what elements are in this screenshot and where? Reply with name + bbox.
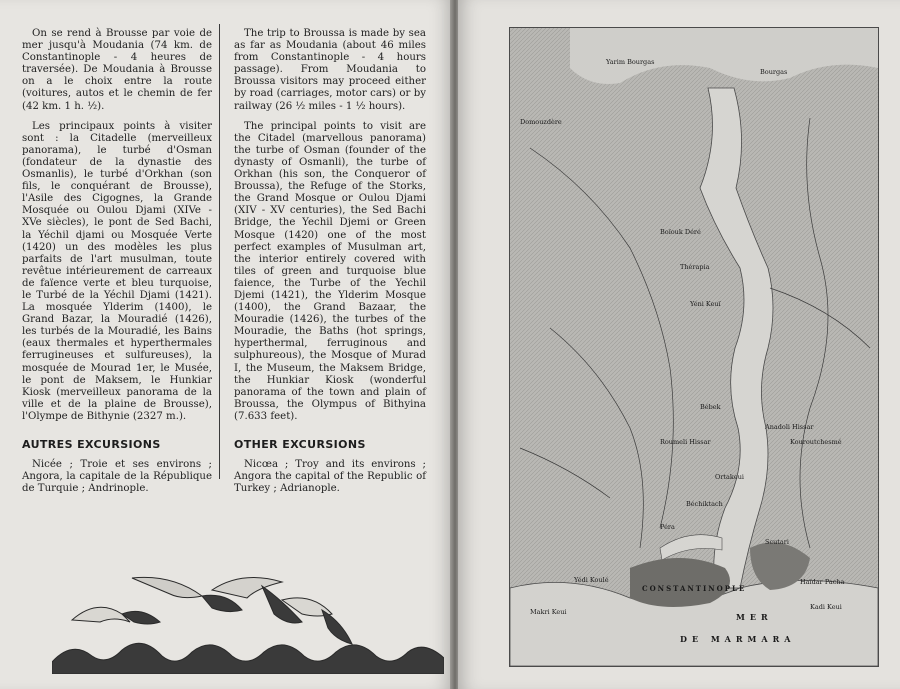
map-label: Domouzdère [520,118,562,126]
map-label: Bourgas [760,68,788,76]
map-label: Bébek [700,403,721,411]
map-label: Scutari [765,538,789,546]
french-excursions-heading: AUTRES EXCURSIONS [22,438,161,451]
map-label: Yédi Koulé [574,576,609,584]
column-divider [219,24,220,479]
map-terrain [510,28,878,666]
english-excursions-heading: OTHER EXCURSIONS [234,438,366,451]
map-label: Péra [660,523,675,531]
map-label: Haïdar Pacha [800,578,845,586]
map-label: Béchiktach [686,500,723,508]
map-label: Yarim Bourgas [606,58,655,66]
english-paragraph-2: The principal points to visit are the Citadel (marvellous panorama) the turbe of Osman (founder of the dynasty of Osmanli), the turbe of Orkhan (his son, the Conqueror of Broussa), the Refuge of the Storks, the Grand Mosque or Oulou Djami (XIV - XV centuries), the Sed Bachi Bridge, the Yechil Djemi or Green Mosque (1420) one of the most perfect examples of Musulman art, the interior entirely covered with tiles of green and turquoise blue faience, the Turbe of the Yechil Djemi (1421), the Ylderim Mosque (1400), the Grand Bazaar, the Mouradie (1426), the turbes of the Mouradie, the Baths (hot springs, hyperthermal, ferruginous and sulphureous), the Mosque of Murad I, the Museum, the Maksem Bridge, the Hunkiar Kiosk (wonderful panorama of the town and plain of Broussa, the Olympus of Bithyina (7.633 feet). [234,120,426,422]
english-paragraph-1: The trip to Broussa is made by sea as far as Moudania (about 46 miles from Constantinople - 4 hours passage). From Moudania to Broussa visitors may proceed either by road (carriages, motor cars) or by railway (26 ½ miles - 1 ½ hours). [234,28,426,112]
seagulls-waves-illustration [52,570,444,674]
map-label: Anadoli Hissar [765,423,814,431]
map-label: Kadi Keui [810,603,842,611]
map-label: Makri Keui [530,608,567,616]
map-label: Ortakeui [715,473,744,481]
map-label: Boïouk Déré [660,228,701,236]
french-excursions-text: Nicée ; Troie et ses environs ; Angora, la capitale de la République de Turquie ; Andrinople. [22,459,212,495]
english-column [234,28,426,495]
french-column [22,28,212,495]
map-city-label: CONSTANTINOPLE [642,584,747,593]
french-paragraph-2: Les principaux points à visiter sont : la Citadelle (merveilleux panorama), le turbé d'Osman (fondateur de la dynastie des Osmanlis), le turbé d'Orkhan (son fils, le conquérant de Brousse), l'Asile des Cigognes, la Grande Mosquée ou Oulou Djami (XIVe - XVe siècles), le pont de Sed Bachi, la Yéchil djami ou Mosquée Verte (1420) un des modèles les plus parfaits de l'art musulman, toute revêtue intérieurement de carreaux de faïence verte et bleu turquoise, le Turbé de la Yéchil Djami (1421). La mosquée Ylderim (1400), le Grand Bazar, la Mouradié (1426), les turbés de la Mouradié, les Bains (eaux thermales et hyperthermales ferrugineuses et sulfureuses), la mosquée de Mourad 1er, le Musée, le pont de Maksem, le Hunkiar Kiosk (merveilleux panorama de la ville et de la plaine de Brousse), l'Olympe de Bithynie (2327 m.). [22,120,212,422]
map-sea-label: DE MARMARA [680,634,796,644]
map-label: Thérapia [680,263,710,271]
map-sea-label: MER [736,612,773,622]
map-label: Yéni Keuï [690,300,721,308]
map-label: Kouroutchesmé [790,438,842,446]
english-excursions-text: Nicœa ; Troy and its environs ; Angora the capital of the Republic of Turkey ; Adrianople. [234,459,426,495]
bosphorus-map [509,27,879,667]
map-label: Roumeli Hissar [660,438,711,446]
french-paragraph-1: On se rend à Brousse par voie de mer jusqu'à Moudania (74 km. de Constantinople - 4 heures de traversée). De Moudania à Brousse on a le choix entre la route (voitures, autos et le chemin de fer (42 km. 1 h. ½). [22,28,212,112]
